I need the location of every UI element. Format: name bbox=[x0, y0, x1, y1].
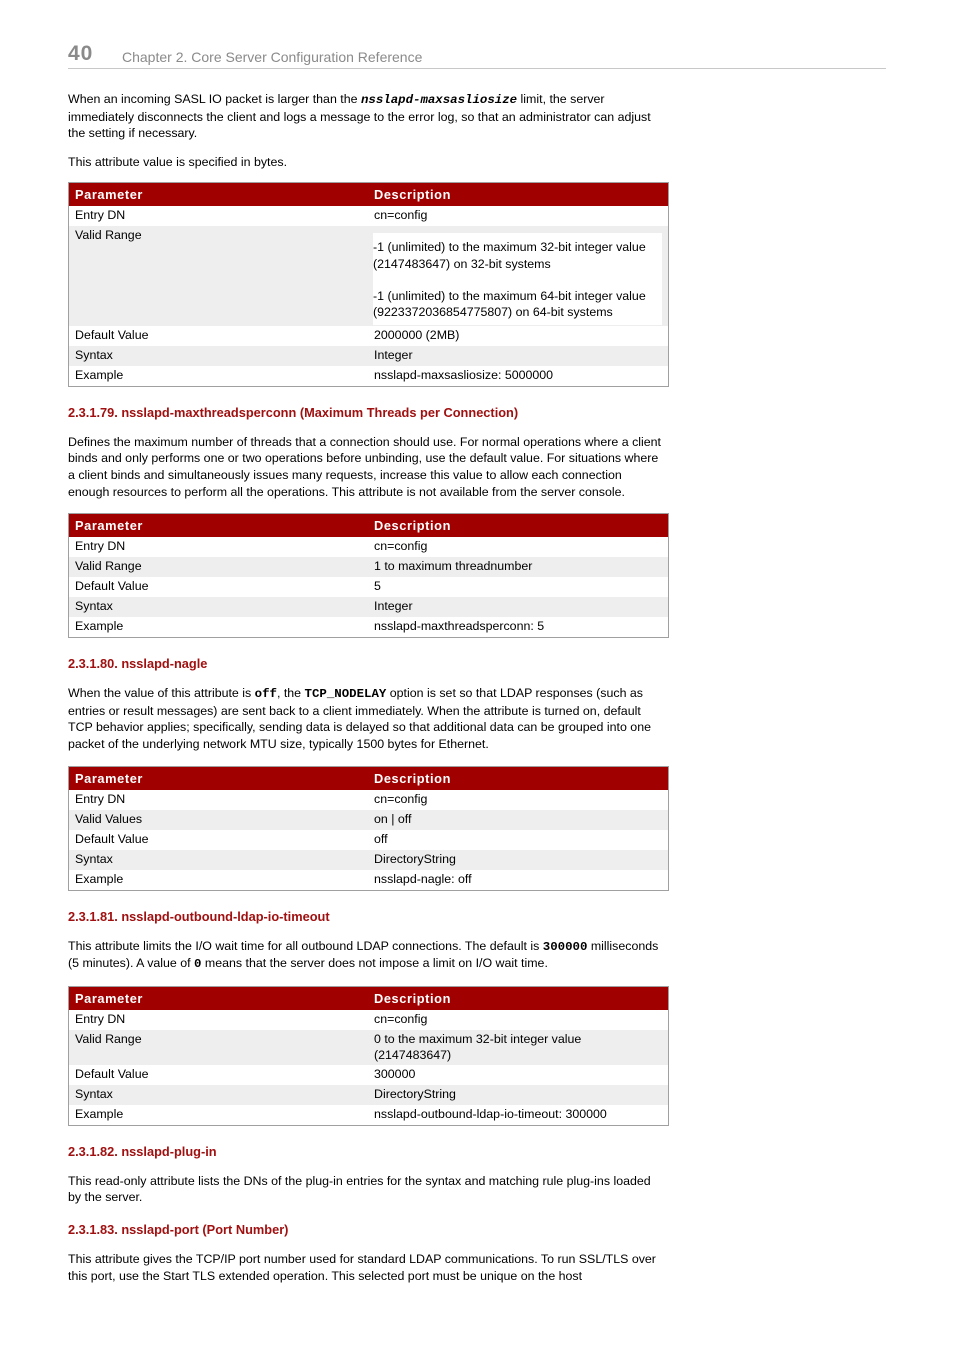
inline-code: nsslapd-maxsasliosize bbox=[360, 93, 518, 107]
table-row: Example nsslapd-outbound-ldap-io-timeout: 300000 bbox=[75, 1106, 607, 1121]
table-row: Valid Range -1 (unlimited) to the maximum 32-bit integer value (2147483647) on 32-bit systems -1 (unlimited) to the maximum 64-bit integer value (9223372036854775807) on 64-bit systems bbox=[69, 226, 669, 325]
table-row: Example nsslapd-maxthreadsperconn: 5 bbox=[75, 619, 545, 634]
table-header-row bbox=[69, 986, 669, 1010]
header-description: Description bbox=[368, 514, 669, 538]
intro-paragraph-units: This attribute value is specified in bytes. bbox=[68, 154, 288, 169]
section-83-text: This attribute gives the TCP/IP port number used for standard LDAP communications. To run SSL/TLS over this port, use the Start TLS extended operation. This selected port must be unique on the host bbox=[68, 1252, 656, 1283]
table-row: Default Value off bbox=[75, 831, 388, 846]
section-heading-79: 2.3.1.79. nsslapd-maxthreadsperconn (Maximum Threads per Connection) bbox=[68, 404, 519, 420]
table-row: Entry DN cn=config bbox=[75, 539, 428, 554]
table-row: Default Value 2000000 (2MB) bbox=[75, 327, 460, 342]
intro-paragraph: When an incoming SASL IO packet is larger than the nsslapd-maxsasliosize limit, the server immediately disconnects the client and logs a message to the error log, so that an administrator can adjust the setting if necessary. bbox=[68, 92, 651, 141]
inline-code: 300000 bbox=[542, 939, 588, 954]
table-row: Syntax Integer bbox=[69, 346, 669, 366]
header-parameter: Parameter bbox=[69, 986, 369, 1010]
header-description: Description bbox=[368, 183, 669, 207]
section-79-text: Defines the maximum number of threads that a connection should use. For normal operations where a client binds and only performs one or two operations before unbinding, use the default value. For situations where a client binds and simultaneously issues many requests, increase this value to allow each connection enough resources to perform all the operations. This attribute is not available from the server console. bbox=[68, 434, 661, 499]
section-heading-80: 2.3.1.80. nsslapd-nagle bbox=[68, 656, 208, 672]
chapter-title: Chapter 2. Core Server Configuration Reference bbox=[122, 49, 423, 65]
table-header-row bbox=[69, 183, 669, 207]
inline-code: 0 bbox=[194, 957, 202, 972]
header-parameter: Parameter bbox=[69, 514, 369, 538]
valid-range-box: -1 (unlimited) to the maximum 32-bit integer value (2147483647) on 32-bit systems -1 (unlimited) to the maximum 64-bit integer value (9223372036854775807) on 64-bit systems bbox=[373, 233, 662, 324]
page-number: 40 bbox=[68, 42, 94, 65]
section-heading-82: 2.3.1.82. nsslapd-plug-in bbox=[68, 1143, 217, 1159]
table-row: Valid Values on | off bbox=[69, 810, 669, 830]
table-row: Default Value 300000 bbox=[75, 1066, 416, 1081]
table-row: Valid Range 1 to maximum threadnumber bbox=[69, 557, 669, 577]
section-81-text: This attribute limits the I/O wait time for all outbound LDAP connections. The default is 300000 milliseconds (5 minutes). A value of 0 means that the server does not impose a limit on I/O wait time. bbox=[68, 938, 659, 972]
header-description: Description bbox=[368, 766, 669, 790]
attribute-table-outbound-ldap-io-timeout bbox=[68, 986, 669, 1126]
section-heading-81: 2.3.1.81. nsslapd-outbound-ldap-io-timeout bbox=[68, 908, 330, 924]
section-heading-83: 2.3.1.83. nsslapd-port (Port Number) bbox=[68, 1222, 289, 1238]
inline-code: TCP_NODELAY bbox=[304, 687, 387, 702]
table-row: Example nsslapd-nagle: off bbox=[75, 871, 472, 886]
document-page bbox=[68, 40, 886, 1284]
page-header bbox=[68, 40, 886, 69]
table-row: Default Value 5 bbox=[75, 579, 381, 594]
section-82-text: This read-only attribute lists the DNs of the plug-in entries for the syntax and matching rule plug-ins loaded by the server. bbox=[68, 1173, 651, 1205]
header-parameter: Parameter bbox=[69, 766, 369, 790]
section-80-text: When the value of this attribute is off, the TCP_NODELAY option is set so that LDAP responses (such as entries or result messages) are sent back to a client immediately. When the attribute is turned on, default TCP behavior applies; specifically, sending data is delayed so that additional data can be grouped into one packet of the underlying network MTU size, typically 1500 bytes for Ethernet. bbox=[68, 686, 651, 751]
header-description: Description bbox=[368, 986, 669, 1010]
inline-code: off bbox=[254, 687, 277, 702]
attribute-table-maxsasliosize bbox=[68, 182, 669, 386]
attribute-table-nagle bbox=[68, 766, 669, 891]
table-row: Syntax DirectoryString bbox=[69, 850, 669, 870]
table-row: Valid Range 0 to the maximum 32-bit integer value (2147483647) bbox=[69, 1030, 669, 1065]
attribute-table-maxthreadsperconn bbox=[68, 513, 669, 638]
table-row: Syntax DirectoryString bbox=[69, 1085, 669, 1105]
table-row: Syntax Integer bbox=[69, 597, 669, 617]
table-row: Entry DN cn=config bbox=[75, 208, 428, 223]
table-row: Entry DN cn=config bbox=[75, 791, 428, 806]
table-header-row bbox=[69, 766, 669, 790]
header-parameter: Parameter bbox=[69, 183, 369, 207]
table-row: Example nsslapd-maxsasliosize: 5000000 bbox=[75, 367, 554, 382]
table-header-row bbox=[69, 514, 669, 538]
table-row: Entry DN cn=config bbox=[75, 1011, 428, 1026]
